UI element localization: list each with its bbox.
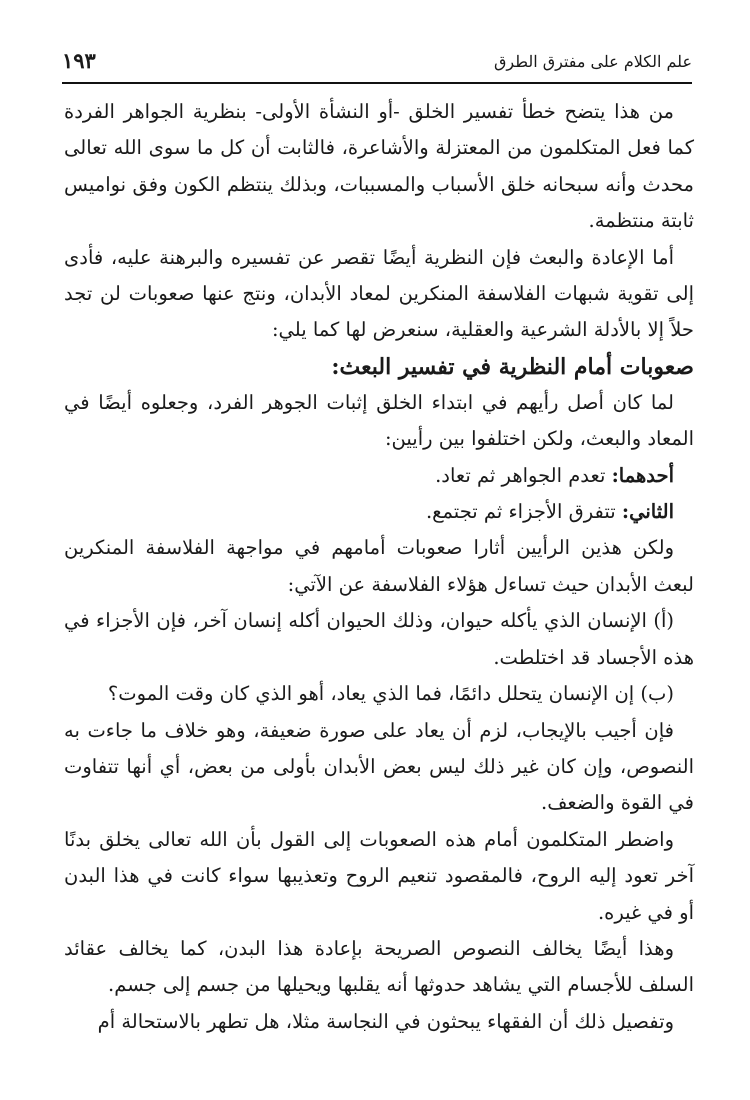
paragraph-contradiction: وهذا أيضًا يخالف النصوص الصريحة بإعادة هذا البدن، كما يخالف عقائد السلف للأجسام التي يشاهد حدوثها أنه يقلبها ويحيلها من جسم إلى جسم. (64, 936, 694, 997)
page-number: ١٩٣ (62, 48, 96, 73)
header-rule (62, 82, 692, 84)
page-body (64, 94, 694, 1040)
opinion-two-label: الثاني: (621, 500, 674, 524)
list-item-b: (ب) إن الإنسان يتحلل دائمًا، فما الذي يعاد، أهو الذي كان وقت الموت؟ (107, 682, 674, 706)
paragraph-creation: من هذا يتضح خطأ تفسير الخلق -أو النشأة الأولى- بنظرية الجواهر الفردة كما فعل المتكلمون من المعتزلة والأشاعرة، فالثابت أن كل ما سوى الله تعالى محدث وأنه سبحانه خلق الأسباب والمسببات، وبذلك ينتظم الكون وفق نواميس ثابتة منتظمة. (64, 100, 694, 233)
header-title: علم الكلام على مفترق الطرق (493, 52, 692, 71)
opinion-one-label: أحدهما: (611, 463, 674, 487)
paragraph-new-body: واضطر المتكلمون أمام هذه الصعوبات إلى القول بأن الله تعالى يخلق بدنًا آخر تعود إليه الروح، فالمقصود تنعيم الروح وتعذيبها سواء كانت في هذا البدن أو في غيره. (64, 827, 694, 924)
opinion-one-text: تعدم الجواهر ثم تعاد. (435, 463, 606, 487)
paragraph-difficulties: ولكن هذين الرأيين أثارا صعوبات أمامهم في مواجهة الفلاسفة المنكرين لبعث الأبدان حيث تساءل هؤلاء الفلاسفة عن الآتي: (64, 536, 694, 596)
opinion-two-text: تتفرق الأجزاء ثم تجتمع. (425, 500, 616, 524)
list-item-a: (أ) الإنسان الذي يأكله حيوان، وذلك الحيوان أكله إنسان آخر، فإن الأجزاء في هذه الأجساد قد اختلطت. (64, 609, 694, 669)
opinion-two (64, 494, 694, 530)
running-header (62, 44, 692, 82)
paragraph-two-opinions: لما كان أصل رأيهم في ابتداء الخلق إثبات الجوهر الفرد، وجعلوه أيضًا في المعاد والبعث، ولكن اختلفوا بين رأيين: (64, 390, 694, 451)
opinion-one (64, 458, 694, 494)
section-heading: صعوبات أمام النظرية في تفسير البعث: (331, 353, 694, 380)
paragraph-answer: فإن أجيب بالإيجاب، لزم أن يعاد على صورة ضعيفة، وهو خلاف ما جاءت به النصوص، وإن كان غير ذلك ليس بعض الأبدان بأولى من بعض، أي أنها تتفاوت في القوة والضعف. (64, 718, 694, 815)
paragraph-resurrection: أما الإعادة والبعث فإن النظرية أيضًا تقصر عن تفسيره والبرهنة عليه، فأدى إلى تقوية شبهات الفلاسفة المنكرين لمعاد الأبدان، ونتج عنها صعوبات لن تجد حلاً إلا بالأدلة الشرعية والعقلية، سنعرض لها كما يلي: (64, 245, 694, 342)
paragraph-jurists: وتفصيل ذلك أن الفقهاء يبحثون في النجاسة مثلا، هل تطهر بالاستحالة أم (97, 1009, 674, 1033)
